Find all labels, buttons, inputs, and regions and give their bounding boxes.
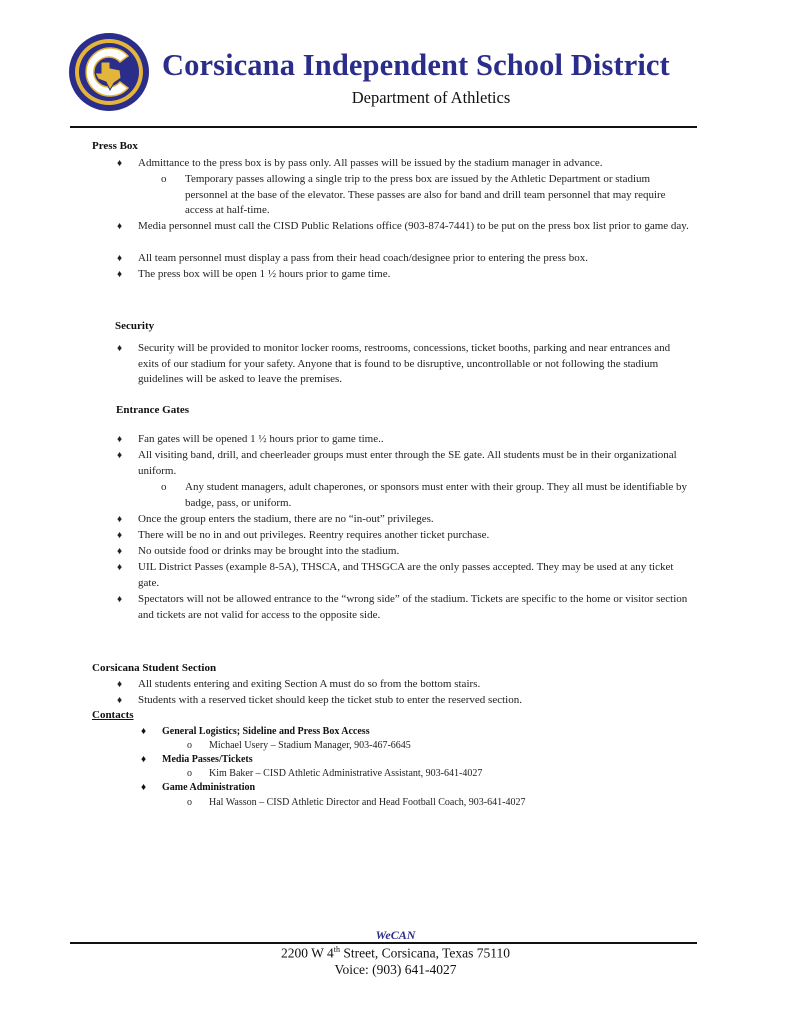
list-item: ♦ Once the group enters the stadium, there are no “in-out” privileges. — [138, 512, 693, 528]
list-item: ♦ All students entering and exiting Section A must do so from the bottom stairs. — [138, 677, 693, 693]
list-item: ♦ Fan gates will be opened 1 ½ hours prior to game time.. — [138, 432, 693, 448]
section-heading-press-box: Press Box — [92, 140, 138, 152]
footer-voice: Voice: (903) 641-4027 — [334, 962, 457, 977]
list-item: ♦ Admittance to the press box is by pass only. All passes will be issued by the stadium manager in advance. — [138, 156, 693, 172]
list-item: ♦ Security will be provided to monitor locker rooms, restrooms, concessions, ticket booths, parking and near entrances and exits of our stadium for your safety. Anyone that is found to be disruptive, uncontrollable or not following the stadium guidelines will be asked to leave the premises. — [138, 341, 693, 388]
footer-divider — [70, 942, 697, 944]
contact-group-title: ♦ Media Passes/Tickets — [162, 753, 662, 767]
contact-group-title: ♦ Game Administration — [162, 781, 662, 795]
page-subtitle: Department of Athletics — [351, 88, 511, 107]
list-item: ♦ There will be no in and out privileges. Reentry requires another ticket purchase. — [138, 528, 693, 544]
page-title: Corsicana Independent School District — [162, 48, 670, 82]
list-item: ♦ Media personnel must call the CISD Public Relations office (903-874-7441) to be put on the press box list prior to game day. — [138, 219, 693, 235]
section-heading-entrance-gates: Entrance Gates — [116, 404, 190, 416]
section-heading-security: Security — [115, 320, 155, 332]
contact-group-title: ♦ General Logistics; Sideline and Press Box Access — [162, 725, 662, 739]
sub-list-item: o Temporary passes allowing a single trip to the press box are issued by the Athletic Department or stadium personnel at the base of the elevator. These passes are also for band and drill team personnel that may require access at half-time. — [185, 172, 693, 219]
list-item: ♦ All visiting band, drill, and cheerleader groups must enter through the SE gate. All students must be in their organizational uniform. — [138, 448, 693, 479]
list-item: ♦ UIL District Passes (example 8-5A), THSCA, and THSGCA are the only passes accepted. They may be used at any ticket gate. — [138, 560, 693, 591]
sub-list-item: o Any student managers, adult chaperones, or sponsors must enter with their group. They all must be identifiable by badge, pass, or uniform. — [185, 480, 693, 511]
contact-entry: o Kim Baker – CISD Athletic Administrative Assistant, 903-641-4027 — [209, 767, 689, 781]
section-heading-contacts: Contacts — [92, 709, 134, 721]
section-heading-student-section: Corsicana Student Section — [92, 662, 217, 674]
footer-address: 2200 W 4th Street, Corsicana, Texas 75110 — [280, 945, 510, 961]
contact-entry: o Hal Wasson – CISD Athletic Director and Head Football Coach, 903-641-4027 — [209, 796, 689, 810]
list-item: ♦ No outside food or drinks may be brought into the stadium. — [138, 544, 693, 560]
header-divider — [70, 126, 697, 128]
list-item: ♦ Spectators will not be allowed entrance to the “wrong side” of the stadium. Tickets are specific to the home or visitor section and tickets are not valid for access to the opposite side. — [138, 592, 693, 623]
list-item: ♦ The press box will be open 1 ½ hours prior to game time. — [138, 267, 693, 283]
footer-tagline: WeCAN — [375, 928, 416, 942]
list-item: ♦ Students with a reserved ticket should keep the ticket stub to enter the reserved section. — [138, 693, 693, 709]
contact-entry: o Michael Usery – Stadium Manager, 903-467-6645 — [209, 739, 689, 753]
list-item: ♦ All team personnel must display a pass from their head coach/designee prior to entering the press box. — [138, 251, 693, 267]
